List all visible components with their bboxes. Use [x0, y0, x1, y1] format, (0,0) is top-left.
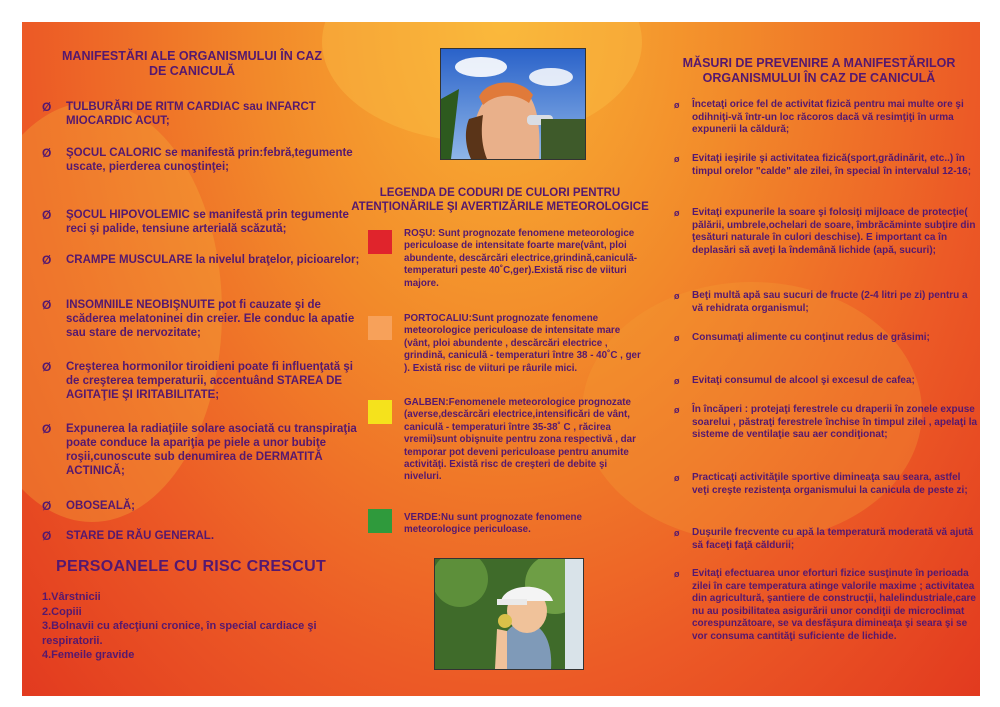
list-item: ø Evitaţi expunerile la soare şi folosiţi mijloace de protecţie( pălării, umbrele,ochelari de soare, îmbrăcăminte subţire din ţesături naturale în culori deschise). E important ca în deplasări să aveţi la îndemână lichide (apă, sucuri); — [674, 207, 976, 256]
legend-yellow-text: GALBEN:Fenomenele meteorologice prognozate (averse,descărcări electrice,intensificări de vânt, caniculă - temperaturi între 35-38˚ C , răcirea vremii)sunt obişnuite pentru zona respectivă , dar temporar pot deveni periculoase pentru anumite activităţi. Există risc de creşteri de debite şi niveluri. — [404, 397, 636, 483]
bullet-icon: ø — [674, 154, 680, 164]
legend-title: LEGENDA DE CODURI DE CULORI PENTRU ATENŢIONĂRILE ŞI AVERTIZĂRILE METEOROLOGICE — [351, 187, 649, 213]
bullet-icon: Ø — [42, 422, 52, 436]
list-item: Ø TULBURĂRI DE RITM CARDIAC sau INFARCT MIOCARDIC ACUT; — [42, 100, 316, 127]
bullet-icon: Ø — [42, 499, 52, 513]
bullet-icon: ø — [674, 569, 680, 579]
middle-column — [350, 22, 650, 696]
list-item: ø Consumaţi alimente cu conţinut redus de grăsimi; — [674, 332, 930, 343]
list-item: Ø Creşterea hormonilor tiroidieni poate fi influenţată şi de creşterea temperaturii, accentuând STAREA DE AGITAŢIE ŞI IRITABILITATE; — [42, 360, 353, 401]
list-item: ø Evitaţi consumul de alcool şi excesul de cafea; — [674, 375, 915, 386]
list-item: Ø CRAMPE MUSCULARE la nivelul braţelor, picioarelor; — [42, 253, 360, 267]
list-item: ø Beţi multă apă sau sucuri de fructe (2-4 litri pe zi) pentru a vă rehidrata organismul; — [674, 290, 968, 314]
bullet-icon: ø — [674, 333, 680, 343]
bullet-icon: ø — [674, 291, 680, 301]
list-item: Ø Expunerea la radiaţiile solare asociată cu transpiraţia poate conduce la apariţia pe piele a unor bubiţe roşii,cunoscute sub denumirea de DERMATITĂ ACTINICĂ; — [42, 422, 357, 477]
bullet-icon: Ø — [42, 529, 52, 543]
list-item: Ø INSOMNIILE NEOBIŞNUITE pot fi cauzate şi de scăderea melatoninei din creier. Ele conduc la apatie sau stare de nervozitate; — [42, 298, 355, 339]
list-item: Ø STARE DE RĂU GENERAL. — [42, 529, 215, 543]
right-column — [674, 22, 978, 696]
legend-orange-text: PORTOCALIU:Sunt prognozate fenomene meteorologice periculoase de intensitate mare (vânt, ploi abundente , descărcări electrice , grindină, caniculă - temperaturi între 38 - 40˚C , ger ). Există risc de viituri pe râurile mici. — [404, 313, 641, 374]
risk-title: PERSOANELE CU RISC CRESCUT — [56, 558, 327, 575]
boy-eating-image — [435, 559, 583, 669]
list-item: ø Practicaţi activităţile sportive dimineaţa sau seara, astfel veţi creşte rezistenţa organismului la canicula de peste zi; — [674, 472, 968, 496]
list-item: Ø ŞOCUL CALORIC se manifestă prin:febră,tegumente uscate, pierderea cunoştinţei; — [42, 146, 353, 173]
bullet-icon: Ø — [42, 100, 52, 114]
bullet-icon: ø — [674, 405, 680, 415]
list-item: Ø OBOSEALĂ; — [42, 499, 135, 513]
girl-drinking-image — [441, 49, 585, 159]
risk-item: 3.Bolnavii cu afecţiuni cronice, în special cardiace şi respiratorii. — [42, 620, 317, 647]
bullet-icon: Ø — [42, 360, 52, 374]
bullet-icon: ø — [674, 208, 680, 218]
bullet-icon: ø — [674, 376, 680, 386]
legend-red-text: ROŞU: Sunt prognozate fenomene meteorologice periculoase de intensitate foarte mare(vânt, ploi abundente, descărcări electrice,grindină,caniculă-temperaturi peste 40˚C,ger).Există risc de viituri majore. — [404, 228, 638, 289]
bullet-icon: Ø — [42, 253, 52, 267]
list-item: ø Evitaţi ieşirile şi activitatea fizică(sport,grădinărit, etc..) în timpul orelor "calde" ale zilei, în special în intervalul 12-16; — [674, 153, 972, 177]
brochure-sheet — [22, 22, 980, 696]
bullet-icon: Ø — [42, 146, 52, 160]
list-item: ø Evitaţi efectuarea unor eforturi fizice susţinute în perioada zilei în care temperatura atinge valorile maxime ; activitatea din agricultură, şantiere de construcţii, halelindustriale,care nu au posibilitatea asigurării unor condiţii de microclimat corespunzătoare, se va desfăşura dimineaţa şi seara şi se vor consuma cantităţi suficiente de lichide. — [674, 568, 976, 642]
swatch-red — [368, 230, 392, 254]
bullet-icon: ø — [674, 528, 680, 538]
swatch-green — [368, 509, 392, 533]
legend-green-text: VERDE:Nu sunt prognozate fenomene meteorologice periculoase. — [404, 512, 582, 536]
swatch-orange — [368, 316, 392, 340]
bullet-icon: Ø — [42, 208, 52, 222]
left-title: MANIFESTĂRI ALE ORGANISMULUI ÎN CAZ DE CANICULĂ — [62, 49, 322, 78]
risk-list — [42, 590, 342, 663]
bullet-icon: ø — [674, 473, 680, 483]
list-item: Ø ŞOCUL HIPOVOLEMIC se manifestă prin tegumente reci şi palide, tensiune arterială scăzută; — [42, 208, 349, 235]
risk-item: 4.Femeile gravide — [42, 649, 135, 661]
right-title: MĂSURI DE PREVENIRE A MANIFESTĂRILOR ORGANISMULUI ÎN CAZ DE CANICULĂ — [682, 56, 956, 85]
bullet-icon: Ø — [42, 298, 52, 312]
bullet-icon: ø — [674, 100, 680, 110]
list-item: ø Duşurile frecvente cu apă la temperatură moderată vă ajută să faceţi faţă căldurii; — [674, 527, 974, 551]
risk-item: 1.Vârstnicii — [42, 591, 101, 603]
list-item: ø Încetaţi orice fel de activitat fizică pentru mai multe ore şi odihniţi-vă într-un loc răcoros dacă vă resimţiţi în urma expunerii la căldură; — [674, 99, 964, 136]
swatch-yellow — [368, 400, 392, 424]
photo-boy-eating — [434, 558, 584, 670]
list-item: ø În încăperi : protejaţi ferestrele cu draperii în zonele expuse soarelui , păstraţi ferestrele închise în timpul zilei , apelaţi la sisteme de ventilaţie sau aer condiţionat; — [674, 404, 978, 441]
photo-girl-drinking — [440, 48, 586, 160]
risk-item: 2.Copiii — [42, 605, 82, 618]
